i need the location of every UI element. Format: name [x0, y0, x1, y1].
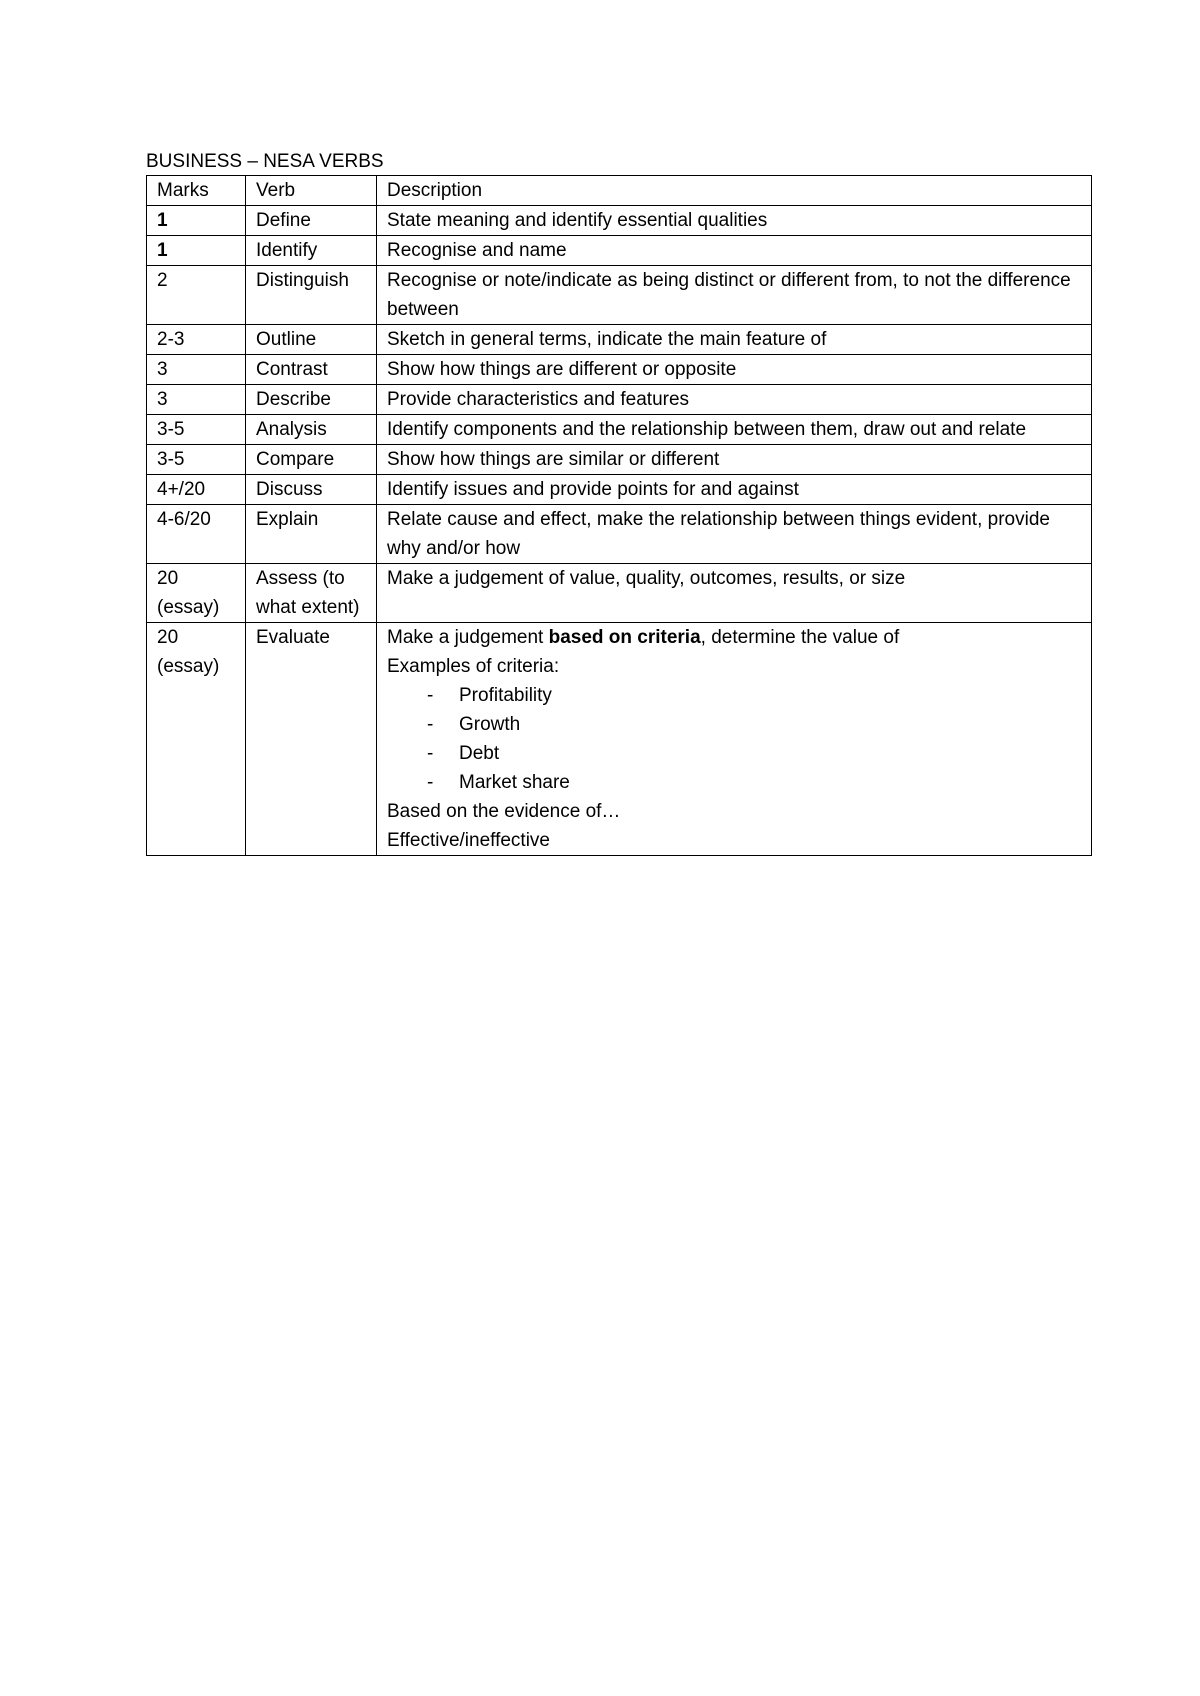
description-cell: Provide characteristics and features	[377, 385, 1092, 415]
table-row	[147, 445, 1092, 475]
header-marks: Marks	[147, 176, 246, 206]
criteria-label: Market share	[459, 772, 570, 793]
description-cell: Recognise or note/indicate as being distinct or different from, to not the difference between	[377, 266, 1092, 325]
examples-label: Examples of criteria:	[387, 656, 560, 677]
verb-cell: Assess (to what extent)	[246, 564, 377, 623]
verb-cell: Explain	[246, 505, 377, 564]
list-item	[387, 710, 1082, 739]
evaluate-desc-suffix: , determine the value of	[700, 627, 900, 648]
description-cell: Identify components and the relationship between them, draw out and relate	[377, 415, 1092, 445]
evaluate-desc-prefix: Make a judgement	[387, 627, 549, 648]
description-cell: State meaning and identify essential qualities	[377, 206, 1092, 236]
marks-cell: 3	[147, 385, 246, 415]
criteria-label: Debt	[459, 743, 500, 764]
verb-cell: Compare	[246, 445, 377, 475]
marks-cell: 1	[147, 236, 246, 266]
description-cell: Show how things are similar or different	[377, 445, 1092, 475]
verb-cell: Define	[246, 206, 377, 236]
verb-cell: Describe	[246, 385, 377, 415]
marks-cell: 20 (essay)	[147, 623, 246, 856]
criteria-label: Profitability	[459, 685, 552, 706]
nesa-verbs-table	[146, 175, 1092, 856]
dash-bullet: -	[427, 685, 434, 706]
marks-cell: 2	[147, 266, 246, 325]
table-row	[147, 505, 1092, 564]
marks-cell: 3	[147, 355, 246, 385]
table-header-row	[147, 176, 1092, 206]
header-verb: Verb	[246, 176, 377, 206]
marks-cell: 20 (essay)	[147, 564, 246, 623]
document-title: BUSINESS – NESA VERBS	[146, 151, 384, 172]
list-item	[387, 768, 1082, 797]
list-item	[387, 739, 1082, 768]
marks-cell: 4+/20	[147, 475, 246, 505]
marks-cell: 2-3	[147, 325, 246, 355]
description-cell: Sketch in general terms, indicate the main feature of	[377, 325, 1092, 355]
verb-cell: Identify	[246, 236, 377, 266]
marks-cell: 1	[147, 206, 246, 236]
table-row	[147, 266, 1092, 325]
verb-cell: Discuss	[246, 475, 377, 505]
marks-cell: 3-5	[147, 445, 246, 475]
dash-bullet: -	[427, 743, 434, 764]
verb-cell: Outline	[246, 325, 377, 355]
table-row	[147, 564, 1092, 623]
description-cell: Show how things are different or opposite	[377, 355, 1092, 385]
table-row	[147, 325, 1092, 355]
table-row-evaluate	[147, 623, 1092, 856]
evidence-line: Based on the evidence of…	[387, 801, 621, 822]
description-cell: Relate cause and effect, make the relationship between things evident, provide why and/or how	[377, 505, 1092, 564]
table-row	[147, 475, 1092, 505]
verb-cell: Distinguish	[246, 266, 377, 325]
dash-bullet: -	[427, 714, 434, 735]
description-cell: Recognise and name	[377, 236, 1092, 266]
description-cell: Identify issues and provide points for and against	[377, 475, 1092, 505]
description-cell-evaluate	[377, 623, 1092, 856]
evaluate-desc-bold: based on criteria	[548, 627, 701, 648]
marks-cell: 3-5	[147, 415, 246, 445]
verb-cell: Analysis	[246, 415, 377, 445]
marks-cell: 4-6/20	[147, 505, 246, 564]
list-item	[387, 681, 1082, 710]
table-row	[147, 236, 1092, 266]
table-row	[147, 355, 1092, 385]
table-row	[147, 206, 1092, 236]
effective-line: Effective/ineffective	[387, 830, 551, 851]
header-description: Description	[377, 176, 1092, 206]
verb-cell: Evaluate	[246, 623, 377, 856]
dash-bullet: -	[427, 772, 434, 793]
criteria-label: Growth	[459, 714, 521, 735]
table-row	[147, 385, 1092, 415]
criteria-list	[387, 681, 1082, 797]
verb-cell: Contrast	[246, 355, 377, 385]
table-row	[147, 415, 1092, 445]
evaluate-definition	[387, 623, 1082, 652]
description-cell: Make a judgement of value, quality, outcomes, results, or size	[377, 564, 1092, 623]
